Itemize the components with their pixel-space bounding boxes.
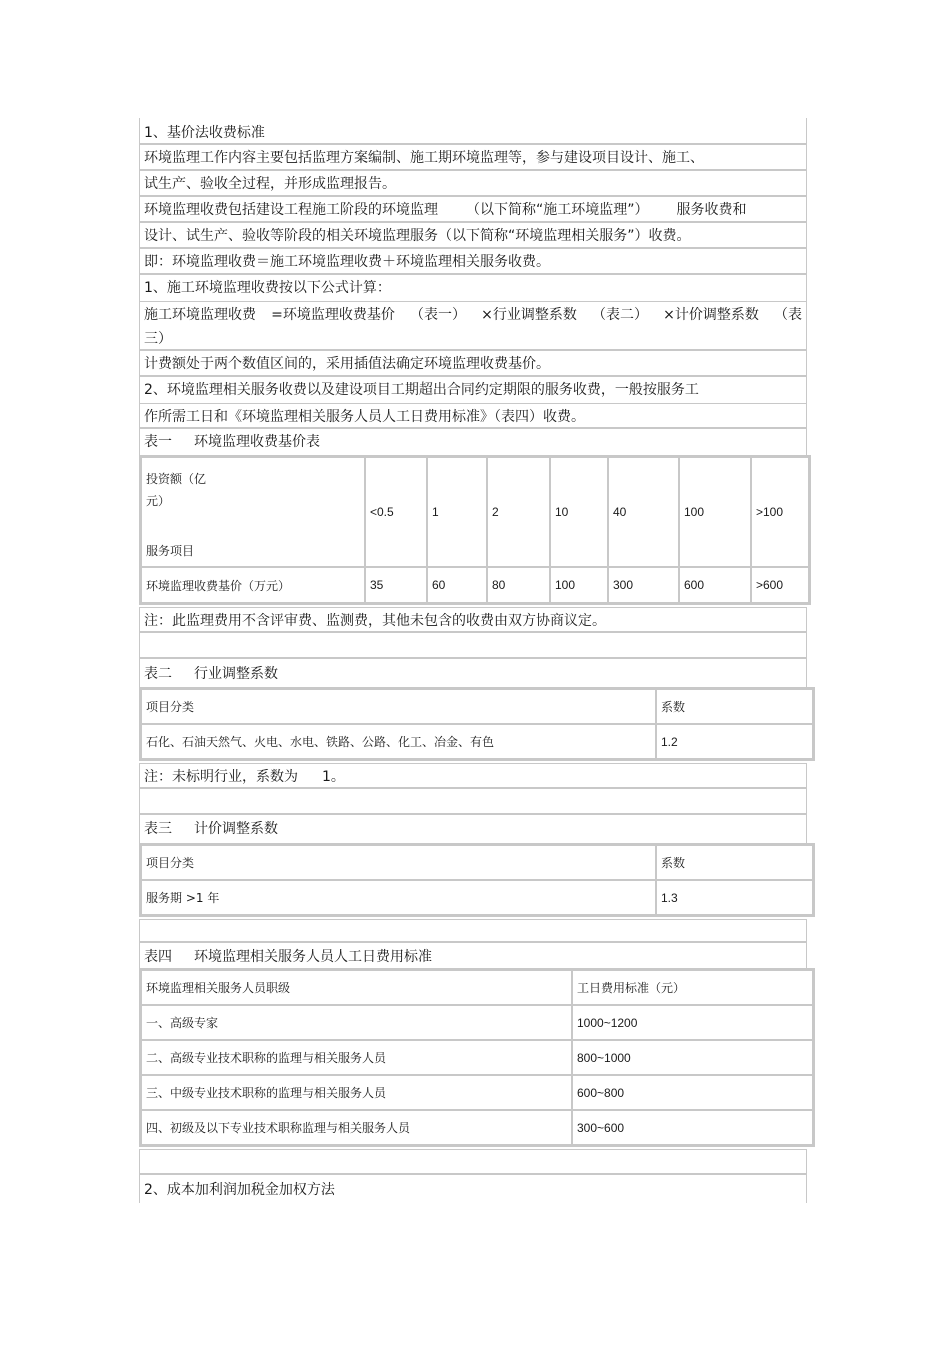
table-row: [141, 1040, 813, 1075]
intro-line-10: 作所需工日和《环境监理相关服务人员人工日费用标准》（表四）收费。: [139, 403, 807, 429]
table2-note-b: 1。: [322, 769, 345, 785]
table1-header-text: [146, 468, 206, 512]
table1-value-5: 600: [679, 567, 751, 603]
intro-line-5: 即：环境监理收费＝施工环境监理收费＋环境监理相关服务收费。: [139, 249, 807, 275]
formula-d: ×行业调整系数: [481, 307, 577, 323]
table1-value-2: 80: [487, 567, 550, 603]
table1-value-4: 300: [608, 567, 679, 603]
table3-title: [139, 815, 807, 843]
table1-header-row: [141, 457, 809, 567]
table1-col-0: <0.5: [365, 457, 427, 567]
table1-title: [139, 429, 807, 455]
table3-title-b: 计价调整系数: [194, 821, 278, 837]
table1-col-6: >100: [751, 457, 809, 567]
intro-line-3c: 服务收费和: [676, 202, 747, 218]
table2-title: [139, 659, 807, 687]
table1-title-a: 表一: [144, 434, 172, 450]
table1-data-row: [141, 567, 809, 603]
table4-row-label: 二、高级专业技术职称的监理与相关服务人员: [141, 1040, 572, 1075]
table4-row-label: 四、初级及以下专业技术职称监理与相关服务人员: [141, 1110, 572, 1145]
formula-c: （表一）: [409, 307, 466, 323]
table2-row-label: 石化、石油天然气、火电、水电、铁路、公路、化工、冶金、有色: [141, 724, 656, 759]
table4-col1-header: 环境监理相关服务人员职级: [141, 970, 572, 1005]
table2-header-row: [141, 689, 813, 724]
table2-note: [139, 763, 807, 789]
table1-col-4: 40: [608, 457, 679, 567]
section1-title: 1、基价法收费标准: [139, 118, 807, 145]
table2-data-row: [141, 724, 813, 759]
table3-col2-header: 系数: [656, 845, 813, 880]
table-row: [141, 1075, 813, 1110]
table-row: [141, 1110, 813, 1145]
table3-data-row: [141, 880, 813, 915]
table3-header-row: [141, 845, 813, 880]
intro-line-1: 环境监理工作内容主要包括监理方案编制、施工期环境监理等，参与建设项目设计、施工、: [139, 145, 807, 171]
table4-row-value: 300~600: [572, 1110, 813, 1145]
intro-line-9: 2、环境监理相关服务收费以及建设项目工期超出合同约定期限的服务收费，一般按服务工: [139, 377, 807, 403]
table3-title-a: 表三: [144, 821, 172, 837]
formula-b: =环境监理收费基价: [271, 307, 395, 323]
table3: [139, 843, 815, 917]
intro-line-2: 试生产、验收全过程，并形成监理报告。: [139, 171, 807, 197]
table1-value-3: 100: [550, 567, 608, 603]
formula-a: 施工环境监理收费: [144, 307, 256, 323]
document-page: [139, 118, 813, 1203]
formula-block: [139, 301, 807, 351]
table4-title: [139, 943, 807, 968]
table1-col-1: 1: [427, 457, 487, 567]
table2-col2-header: 系数: [656, 689, 813, 724]
table1-corner-header: [141, 457, 365, 567]
table4-title-b: 环境监理相关服务人员人工日费用标准: [194, 949, 432, 965]
table2: [139, 687, 815, 761]
intro-line-3a: 环境监理收费包括建设工程施工阶段的环境监理: [144, 202, 438, 218]
formula-g: （表: [773, 307, 802, 323]
table4-col2-header: 工日费用标准（元）: [572, 970, 813, 1005]
table3-row-value: 1.3: [656, 880, 813, 915]
table4: [139, 968, 815, 1147]
table1-header-line1: 投资额（亿: [146, 472, 207, 486]
intro-line-3: [139, 197, 807, 223]
table2-title-b: 行业调整系数: [194, 666, 278, 682]
blank-row: [139, 1149, 807, 1175]
table1-row-label: 环境监理收费基价（万元）: [141, 567, 365, 603]
table1-value-6: >600: [751, 567, 809, 603]
table1-header-line3: 服务项目: [146, 544, 195, 558]
formula-line: [144, 303, 802, 327]
blank-row: [139, 789, 807, 815]
table1-col-3: 10: [550, 457, 608, 567]
formula-e: （表二）: [591, 307, 648, 323]
table1-note: 注：此监理费用不含评审费、监测费，其他未包含的收费由双方协商议定。: [139, 607, 807, 633]
table4-row-value: 1000~1200: [572, 1005, 813, 1040]
table2-row-value: 1.2: [656, 724, 813, 759]
table1-col-2: 2: [487, 457, 550, 567]
table-row: [141, 1005, 813, 1040]
intro-line-4: 设计、试生产、验收等阶段的相关环境监理服务（以下简称“环境监理相关服务”）收费。: [139, 223, 807, 249]
table1-title-b: 环境监理收费基价表: [194, 434, 320, 450]
table3-col1-header: 项目分类: [141, 845, 656, 880]
section2-title: 2、成本加利润加税金加权方法: [139, 1175, 807, 1203]
table1-value-0: 35: [365, 567, 427, 603]
table4-row-value: 600~800: [572, 1075, 813, 1110]
table1-header-line2: 元）: [146, 494, 171, 508]
intro-line-8: 计费额处于两个数值区间的，采用插值法确定环境监理收费基价。: [139, 351, 807, 377]
table1-value-1: 60: [427, 567, 487, 603]
table4-header-row: [141, 970, 813, 1005]
table4-title-a: 表四: [144, 949, 172, 965]
table4-row-label: 一、高级专家: [141, 1005, 572, 1040]
table2-title-a: 表二: [144, 666, 172, 682]
table4-row-value: 800~1000: [572, 1040, 813, 1075]
table1-col-5: 100: [679, 457, 751, 567]
formula-h: 三）: [144, 331, 172, 347]
intro-line-6: 1、施工环境监理收费按以下公式计算：: [139, 275, 807, 301]
table3-row-label: 服务期 >1 年: [141, 880, 656, 915]
table1: [139, 455, 811, 605]
blank-row: [139, 919, 807, 943]
table4-row-label: 三、中级专业技术职称的监理与相关服务人员: [141, 1075, 572, 1110]
table2-col1-header: 项目分类: [141, 689, 656, 724]
table2-note-a: 注：未标明行业，系数为: [144, 769, 298, 785]
intro-line-3b: （以下简称“施工环境监理”）: [466, 202, 649, 218]
blank-row: [139, 633, 807, 659]
formula-f: ×计价调整系数: [663, 307, 759, 323]
